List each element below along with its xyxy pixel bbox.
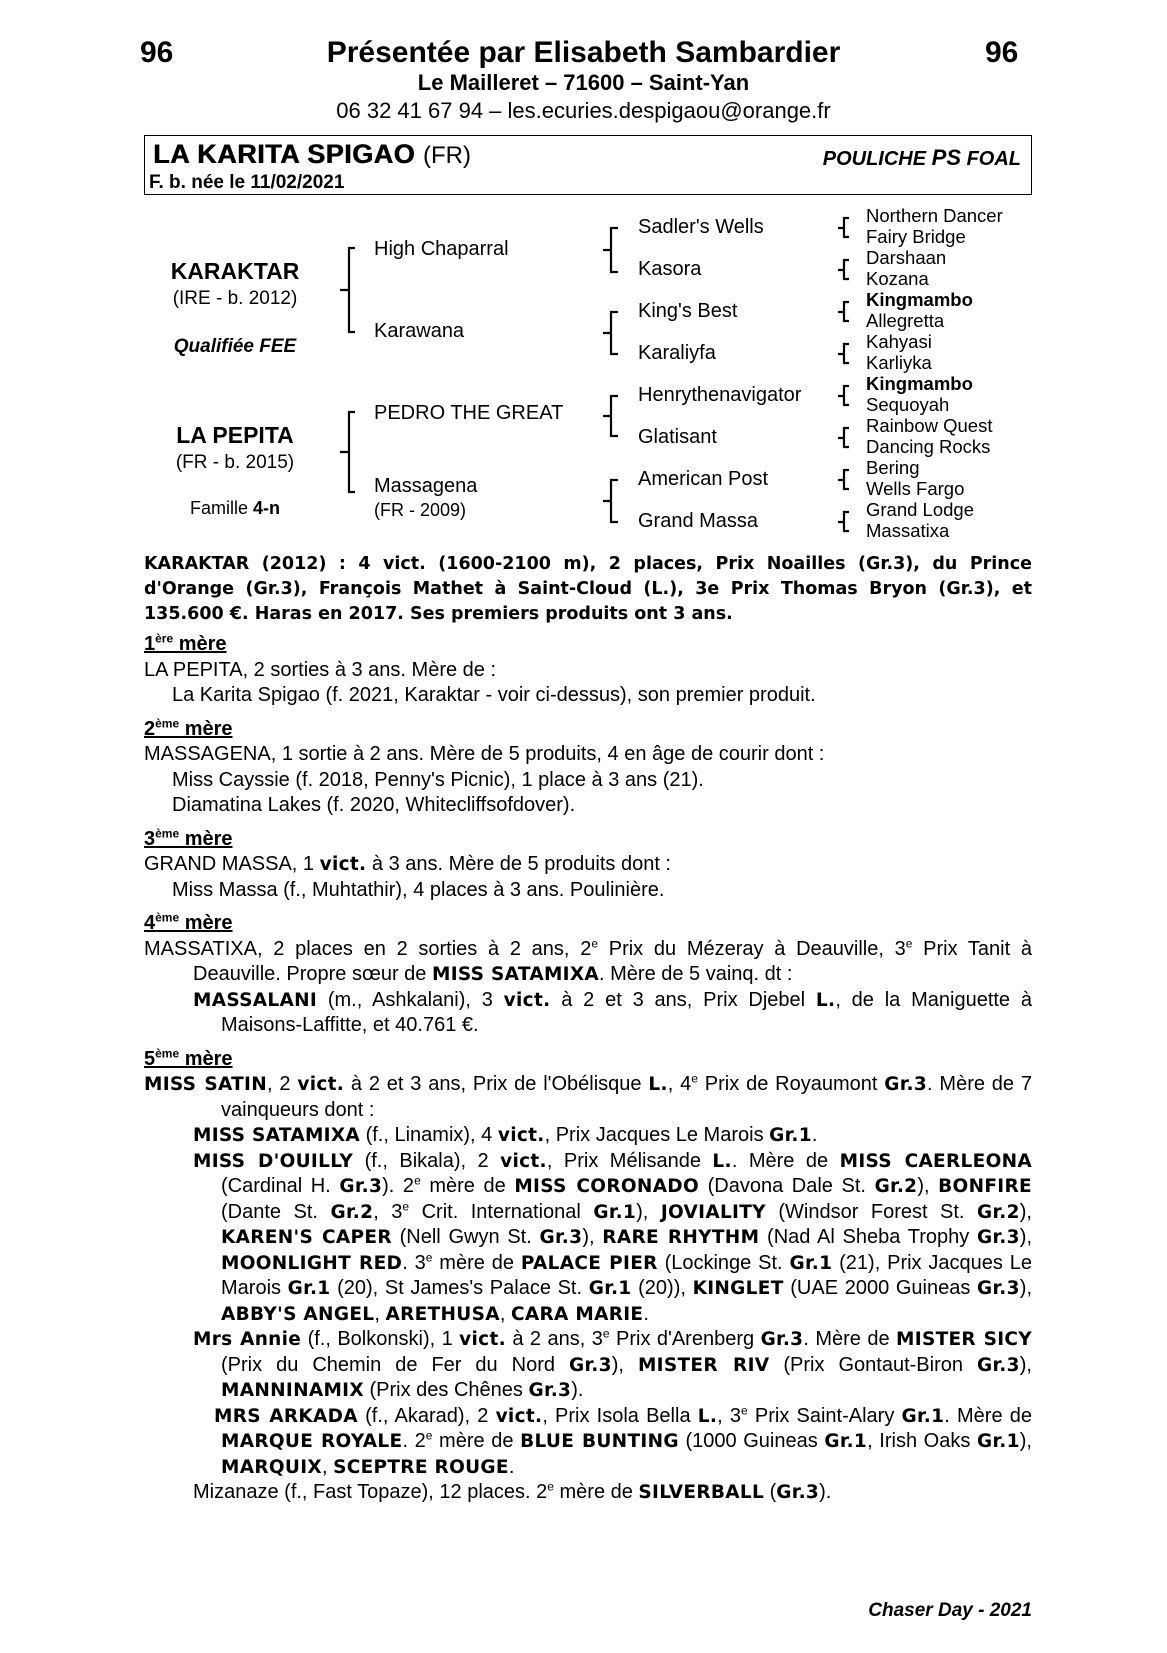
gen3-item: American Post [638, 468, 769, 490]
text-line: GRAND MASSA, 1 vict. à 3 ans. Mère de 5 produits dont : [144, 853, 671, 875]
gen3-item: Kasora [638, 258, 702, 280]
gen4-item: Dancing Rocks [866, 436, 991, 457]
section-heading-4: 4ème mère [144, 910, 233, 934]
text-line: MISS D'OUILLY (f., Bikala), 2 vict., Prix Mélisande L.. Mère de MISS CAERLEONA (Cardinal H. Gr.3). 2e mère de MISS CORONADO (Davona Dale St. Gr.2), BONFIRE (Dante St. Gr.2, 3e Crit. International Gr.1), JOVIALITY (Windsor Forest St. Gr.2), KAREN'S CAPER (Nell Gwyn St. Gr.3), RARE RHYTHM (Nad Al Sheba Trophy Gr.3), MOONLIGHT RED. 3e mère de PALACE PIER (Lockinge St. Gr.1 (21), Prix Jacques Le Marois Gr.1 (20), St James's Palace St. Gr.1 (20)), KINGLET (UAE 2000 Guineas Gr.3), ABBY'S ANGEL, ARETHUSA, CARA MARIE. [193, 1149, 1033, 1325]
horse-name: LA KARITA SPIGAO (FR) [153, 139, 471, 169]
pedigree-brackets [0, 0, 1167, 560]
dam-family: Famille 4-n [189, 498, 280, 518]
gen4-item: Darshaan [866, 247, 947, 268]
gen2-sire-dam: Karawana [374, 320, 465, 342]
text-line: Mrs Annie (f., Bolkonski), 1 vict. à 2 ans, 3e Prix d'Arenberg Gr.3. Mère de MISTER SICY (Prix du Chemin de Fer du Nord Gr.3), MISTER RIV (Prix Gontaut-Biron Gr.3), MANNINAMIX (Prix des Chênes Gr.3). [193, 1326, 1032, 1401]
gen3-item: Henrythenavigator [638, 384, 802, 406]
gen3-item: Glatisant [638, 426, 717, 448]
text-line: MISS SATAMIXA (f., Linamix), 4 vict., Prix Jacques Le Marois Gr.1. [193, 1124, 818, 1146]
gen4-item: Wells Fargo [866, 478, 965, 499]
gen4-item: Allegretta [866, 310, 945, 331]
gen4-item: Rainbow Quest [866, 415, 993, 436]
page-title: Présentée par Elisabeth Sambardier [326, 36, 841, 69]
gen3-item: King's Best [638, 300, 738, 322]
horse-sex: POULICHE PS FOAL [822, 145, 1021, 170]
text-line: MASSALANI (m., Ashkalani), 3 vict. à 2 et 3 ans, Prix Djebel L., de la Maniguette à Maisons-Laffitte, et 40.761 €. [193, 988, 1032, 1036]
gen4-item: Bering [866, 457, 920, 478]
text-line: MISS SATIN, 2 vict. à 2 et 3 ans, Prix de l'Obélisque L., 4e Prix de Royaumont Gr.3. Mère de 7 vainqueurs dont : [144, 1071, 1032, 1121]
contact-line: 06 32 41 67 94 – les.ecuries.despigaou@orange.fr [336, 98, 831, 123]
sire-detail: (IRE - b. 2012) [172, 288, 298, 309]
gen4-item: Grand Lodge [866, 499, 975, 520]
section-heading-5: 5ème mère [144, 1045, 233, 1070]
text-line: LA PEPITA, 2 sorties à 3 ans. Mère de : [144, 658, 497, 681]
gen3-item: Karaliyfa [638, 342, 716, 364]
text-line: Miss Massa (f., Muhtathir), 4 places à 3 ans. Poulinière. [172, 878, 665, 901]
gen3-item: Grand Massa [638, 510, 759, 532]
text-line: MASSATIXA, 2 places en 2 sorties à 2 ans, 2e Prix du Mézeray à Deauville, 3e Prix Tanit à Deauville. Propre sœur de MISS SATAMIXA. Mère de 5 vainq. dt : [144, 935, 1033, 985]
footer: Chaser Day - 2021 [868, 1600, 1032, 1621]
text-line: Diamatina Lakes (f. 2020, Whitecliffsofdover). [172, 794, 576, 816]
gen4-item: Massatixa [866, 520, 950, 541]
gen2-dam-sire: PEDRO THE GREAT [374, 402, 564, 424]
gen4-item: Kingmambo [866, 373, 973, 394]
text-line: Mizanaze (f., Fast Topaze), 12 places. 2e mère de SILVERBALL (Gr.3). [193, 1479, 832, 1503]
address-line: Le Mailleret – 71600 – Saint-Yan [417, 70, 750, 95]
gen4-item: Kahyasi [866, 331, 932, 352]
sire-name: KARAKTAR [170, 258, 300, 284]
section-heading-2: 2ème mère [144, 715, 233, 740]
gen2-dam-dam: Massagena [374, 475, 478, 497]
text-line: La Karita Spigao (f. 2021, Karaktar - voir ci-dessus), son premier produit. [172, 684, 816, 706]
gen4-item: Kingmambo [866, 289, 973, 310]
lot-number-left: 96 [140, 36, 174, 69]
gen4-item: Northern Dancer [866, 205, 1003, 226]
gen4-item: Fairy Bridge [866, 226, 966, 247]
lot-number-right: 96 [985, 36, 1019, 69]
horse-origin: (FR) [423, 142, 471, 169]
sire-note: Qualifiée FEE [173, 336, 297, 357]
gen4-item: Kozana [866, 268, 929, 289]
section-heading-1: 1ère mère [144, 631, 227, 655]
dam-detail: (FR - b. 2015) [175, 452, 295, 473]
dam-name: LA PEPITA [176, 422, 294, 448]
gen3-item: Sadler's Wells [638, 216, 764, 238]
text-line: Miss Cayssie (f. 2018, Penny's Picnic), 1 place à 3 ans (21). [172, 768, 704, 791]
text-line: MRS ARKADA (f., Akarad), 2 vict., Prix Isola Bella L., 3e Prix Saint-Alary Gr.1. Mère de MARQUE ROYALE. 2e mère de BLUE BUNTING (1000 Guineas Gr.1, Irish Oaks Gr.1), MARQUIX, SCEPTRE ROUGE. [214, 1402, 1032, 1478]
section-heading-3: 3ème mère [144, 825, 233, 850]
stallion-note: KARAKTAR (2012) : 4 vict. (1600-2100 m), 2 places, Prix Noailles (Gr.3), du Prince d'Orange (Gr.3), François Mathet à Saint-Cloud (L.), 3e Prix Thomas Bryon (Gr.3), et 135.600 €. Haras en 2017. Ses premiers produits ont 3 ans. [144, 554, 1032, 624]
pedigree-text [144, 632, 1032, 1506]
gen4-item: Karliyka [866, 352, 932, 373]
gen2-sire-sire: High Chaparral [374, 238, 509, 260]
gen4-item: Sequoyah [866, 394, 950, 415]
horse-birth-info: F. b. née le 11/02/2021 [149, 172, 345, 193]
text-line: MASSAGENA, 1 sortie à 2 ans. Mère de 5 produits, 4 en âge de courir dont : [144, 743, 825, 765]
gen2-dam-dam-detail: (FR - 2009) [374, 500, 467, 520]
